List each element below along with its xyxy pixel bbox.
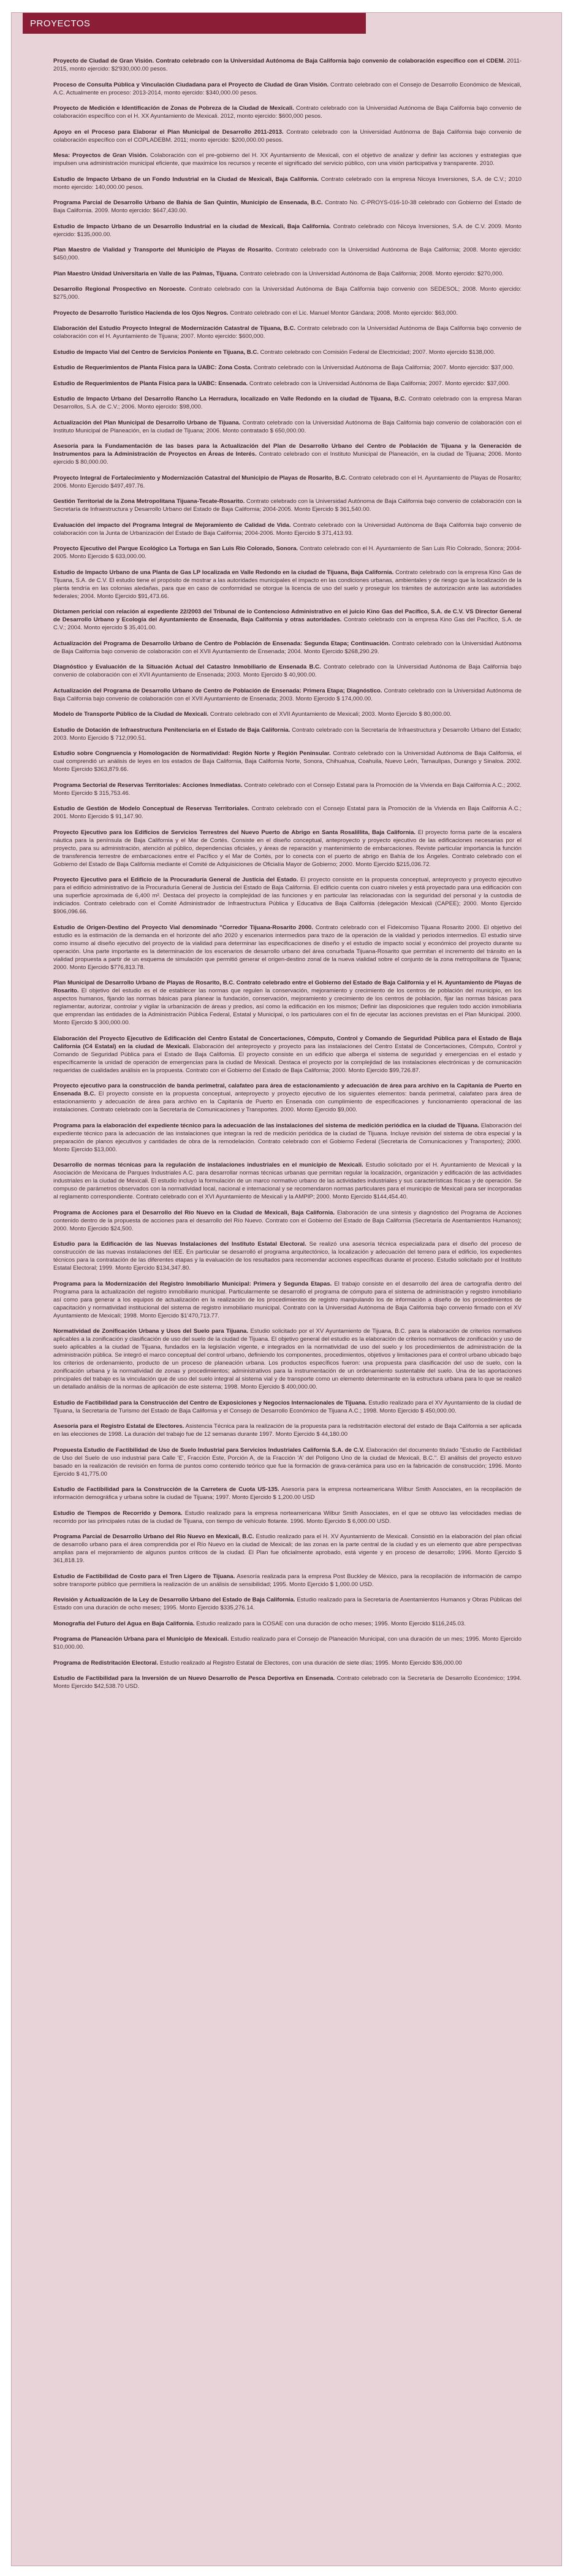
- project-entry: [53, 1596, 522, 1612]
- project-description: Contrato celebrado con la Universidad Autónoma de Baja California bajo convenio de colaboración con el Instituto Municipal de Planeación, en la ciudad de Tijuana; 2006. Monto contratado $ 650,000.00.: [53, 419, 522, 434]
- project-description: Estudio solicitado por el XV Ayuntamiento de Tijuana, B.C. para la elaboración de criterios normativos aplicables a la zonificación y clasificación de uso del suelo de la ciudad de Tijuana. El objetivo general del estudio es la elaboración de criterios normativos de zonificación y uso de suelo aplicables a la ciudad de Tijuana, fundados en la legislación vigente, e integrados en la normatividad de uso del suelo y los procedimientos de administración de la administración pública. Se integró el marco conceptual del control urbano, definiendo los componentes, procedimientos, objetivos y limitaciones para el control urbano ubicado bajo los criterios de ordenamiento, producto de un proceso de planeación urbana. Los productos específicos fueron: una propuesta para clasificación del uso de suelo, con la zonificación urbana y la normatividad de zonas y procedimientos; administrativos para la instrumentación de un ordenamiento sustentable del suelo. Una de las aportaciones principales del trabajo es la vinculación que de uso del suelo integral al sistema vial y de transporte como un elemento determinante en la estructura urbana para lo que se realizó un detallado análisis de la normas de aplicación de este sistema; 1998. Monto Ejercido $ 400,000.00.: [53, 1328, 522, 1390]
- project-title: Programa Parcial de Desarrollo Urbano del Río Nuevo en Mexicali, B.C.: [53, 1533, 254, 1540]
- project-entry: [53, 246, 522, 262]
- project-title: Programa de Planeación Urbana para el Municipio de Mexicali.: [53, 1636, 229, 1643]
- project-description: Contrato celebrado con la Universidad Autónoma de Baja California bajo convenio de colaboración específico con el H. XX Ayuntamiento de Mexicali. 2012, monto ejercido: $600,000 pesos.: [53, 105, 522, 120]
- project-description: Contrato celebrado con la Universidad Autónoma de Baja California; 2007. Monto ejercido: $37,000.: [249, 380, 510, 387]
- project-description: 2011-2015, monto ejercido: $2'930,000.00 pesos.: [53, 58, 522, 72]
- project-title: Estudio de Dotación de Infraestructura Penitenciaria en el Estado de Baja California.: [53, 726, 290, 734]
- project-description: Contrato celebrado con el Instituto Municipal de Planeación, en la ciudad de Tijuana; 2006. Monto ejercido $ 80,000.00.: [53, 451, 522, 466]
- project-entry: [53, 781, 522, 797]
- project-description: Contrato celebrado con la empresa Kino Gas de Tijuana, S.A. de C.V. El estudio tiene el propósito de mostrar a las autoridades municipales el impacto en las condiciones urbanas, ambientales y de riesgo que la localización de la planta tendría en las colonias aledañas, para que en caso de conformidad se otorgue la licencia de uso del suelo y proseguir los trámites de autorización ante las autoridades federales; 2004. Monto Ejercido $91,473.66.: [53, 569, 522, 600]
- project-title: Proceso de Consulta Pública y Vinculación Ciudadana para el Proyecto de Ciudad de Gran Visión.: [53, 81, 329, 88]
- project-entry: [53, 1209, 522, 1233]
- project-entry: [53, 199, 522, 215]
- project-title: Desarrollo Regional Prospectivo en Noroeste.: [53, 286, 186, 293]
- project-title: Estudio para la Edificación de las Nuevas Instalaciones del Instituto Estatal Electoral.: [53, 1241, 306, 1248]
- project-description: Contrato celebrado con la Universidad Autónoma de Baja California; 2008. Monto ejercido: $270,000.: [240, 270, 504, 277]
- project-entry: [53, 805, 522, 821]
- project-description: Asesoría realizada para la empresa Post Buckley de México, para la recopilación de información de campo sobre transporte público que permitiera la realización de un análisis de sensibilidad; 1995. Monto Ejercido $ 1,000.00 USD.: [53, 1573, 522, 1588]
- project-title: Proyecto Ejecutivo del Parque Ecológico La Tortuga en San Luis Río Colorado, Sonora.: [53, 545, 298, 552]
- project-description: Contrato celebrado con la Universidad Autónoma de Baja California bajo convenio de colaboración con el XVII Ayuntamiento de Ensenada; 2003. Monto Ejercido $ 174,000.00.: [53, 687, 522, 702]
- project-description: Colaboración con el pre-gobierno del H. XX Ayuntamiento de Mexicali, con el objetivo de analizar y definir las acciones y estrategias que impulsen una administración municipal eficiente, que maximice los recursos y recente el significado del servicio público, con una visión participativa y transparente. 2010.: [53, 152, 522, 167]
- project-entry: [53, 348, 522, 356]
- section-header: [23, 13, 366, 34]
- project-title: Proyecto de Medición e Identificación de Zonas de Pobreza de la Ciudad de Mexicali.: [53, 105, 294, 112]
- project-title: Asesoría para el Registro Estatal de Electores.: [53, 1423, 184, 1430]
- project-title: Plan Maestro de Vialidad y Transporte del Municipio de Playas de Rosarito.: [53, 247, 273, 253]
- project-entry: [53, 270, 522, 278]
- project-title: Dictamen pericial con relación al expediente 22/2003 del Tribunal de lo Contencioso Administrativo en el juicio Kino Gas del Pacífico, S.A. de C.V. VS Director General de Desarrollo Urbano y Ecología del Ayuntamiento de Ensenada, Baja California y otras autoridades.: [53, 608, 522, 623]
- project-description: Contrato celebrado con la Universidad Autónoma de Baja California, el cual comprendió un análisis de leyes en los estados de Baja California, Baja California Norte, Sonora, Chihuahua, Coahuila, Nuevo León, Tamaulipas, Durango y Sinaloa. 2002. Monto Ejercido $363,879.66.: [53, 750, 522, 773]
- project-entry: [53, 1446, 522, 1478]
- project-title: Programa de Redistritación Electoral.: [53, 1659, 159, 1666]
- project-title: Asesoría para la Fundamentación de las bases para la Actualización del Plan de Desarrollo Urbano del Centro de Población de Tijuana y la Generación de Instrumentos para la Administración de Proyectos en Áreas de Interés.: [53, 443, 522, 458]
- project-entry: [53, 710, 522, 718]
- project-entry: [53, 1635, 522, 1651]
- project-entry: [53, 175, 522, 191]
- document-page: [11, 12, 562, 2566]
- project-title: Revisión y Actualización de la Ley de Desarrollo Urbano del Estado de Baja California.: [53, 1597, 295, 1603]
- project-entry: [53, 57, 522, 73]
- project-title: Programa de Acciones para el Desarrollo del Río Nuevo en la Ciudad de Mexicali, Baja California.: [53, 1209, 335, 1216]
- project-description: Contrato celebrado con el H. Ayuntamiento de Playas de Rosarito; 2006. Monto Ejercido $497,497.76.: [53, 474, 522, 489]
- project-title: Estudio de Impacto Urbano de un Desarrollo Industrial en la ciudad de Mexicali, Baja California.: [53, 223, 331, 230]
- project-title: Estudio de Requerimientos de Planta Física para la UABC: Zona Costa.: [53, 364, 252, 371]
- project-description: Contrato celebrado con Nicoya Inversiones, S.A. de C.V. 2009. Monto ejercido: $135,000.00.: [53, 223, 522, 238]
- project-entry: [53, 81, 522, 97]
- project-description: Contrato celebrado con la Secretaría de Infraestructura y Desarrollo Urbano del Estado; 2003. Monto Ejercido $ 712,090.51.: [53, 726, 522, 742]
- project-entry: [53, 309, 522, 317]
- project-entry: [53, 608, 522, 632]
- project-description: Contrato No. C-PROYS-016-10-38 celebrado con Gobierno del Estado de Baja California. 2009. Monto ejercido: $647,430.00.: [53, 199, 522, 214]
- project-description: Contrato celebrado con la Universidad Autónoma de Baja California bajo convenio de colaboración con la Junta de Urbanización del Estado de Baja California; 2004-2006. Monto Ejercido $ 371,413.93.: [53, 521, 522, 537]
- project-title: Estudio de Factibilidad de Costo para el Tren Ligero de Tijuana.: [53, 1573, 235, 1580]
- project-entry: [53, 663, 522, 679]
- project-entry: [53, 285, 522, 301]
- project-title: Estudio de Requerimientos de Planta Física para la UABC: Ensenada.: [53, 380, 248, 387]
- project-description: Contrato celebrado con el H. Ayuntamiento de San Luis Río Colorado, Sonora; 2004-2005. Monto Ejercido $ 633,000.00.: [53, 545, 522, 560]
- project-entry: [53, 419, 522, 435]
- project-entry: [53, 1035, 522, 1075]
- project-entry: [53, 223, 522, 239]
- project-description: Contrato celebrado con Comisión Federal de Electricidad; 2007. Monto ejercido $138,000.: [260, 348, 496, 356]
- project-entry: [53, 1485, 522, 1501]
- project-title: Estudio de Impacto Urbano de una Planta de Gas LP localizada en Valle Redondo en la ciudad de Tijuana, Baja California.: [53, 569, 394, 576]
- project-entry: [53, 687, 522, 703]
- project-title: Estudio de Impacto Vial del Centro de Servicios Poniente en Tijuana, B.C.: [53, 348, 259, 356]
- project-title: Apoyo en el Proceso para Elaborar el Plan Municipal de Desarrollo 2011-2013.: [53, 128, 284, 136]
- project-entry: [53, 324, 522, 340]
- project-title: Proyecto Integral de Fortalecimiento y Modernización Catastral del Municipio de Playas de Rosarito, B.C.: [53, 474, 347, 481]
- project-title: Plan Municipal de Desarrollo Urbano de Playas de Rosarito, B.C. Contrato celebrado entre el Gobierno del Estado de Baja California y el H. Ayuntamiento de Playas de Rosarito.: [53, 979, 522, 994]
- project-entry: [53, 1082, 522, 1114]
- project-entry: [53, 726, 522, 742]
- project-description: Se realizó una asesoría técnica especializada para el diseño del proceso de construcción de las nuevas instalaciones del IEE. En particular se desarrolló el programa arquitectónico, la localización y adecuación del terreno para el edificio, los expedientes técnicos para la contratación de las diferentes etapas y la evaluación de los resultados para recomendar acciones específicas durante el proceso. Estudio solicitado por el Instituto Estatal Electoral; 1999. Monto Ejercido $134,347.80.: [53, 1241, 522, 1271]
- project-entry: [53, 1422, 522, 1438]
- project-description: El proyecto consiste en la propuesta conceptual, anteproyecto y proyecto ejecutivo para el edificio administrativo de la Procuraduría General de Justicia del Estado de Baja California. El edificio cuenta con cuatro niveles y está proyectado para una edificación con una superficie aproximada de 6,400 m². Destaca del proyecto la complejidad de las funciones y en particular las relacionadas con la seguridad del personal y la custodia de indiciados. Contrato celebrado con el Comité Administrador de Infraestructura Pública y Educativa de Baja California (delegación Mexicali (CAPEE); 2000. Monto Ejercido $906,096.66.: [53, 876, 522, 915]
- project-title: Estudio de Factibilidad para la Construcción de la Carretera de Cuota US-135.: [53, 1486, 279, 1493]
- project-entry: [53, 569, 522, 600]
- project-description: El proyecto forma parte de la escalera náutica para la península de Baja California y el Mar de Cortés. Consiste en el diseño conceptual, anteproyecto y proyecto ejecutivo de las edificaciones necesarias por el proyecto, para su administración, atención al público, dependencias oficiales, y áreas de reparación y mantenimiento de embarcaciones. Reviste particular importancia la función de transferencia terrestre de embarcaciones entre el Pacífico y el Mar de Cortés, por lo conecta con el puerto de abrigo en Bahía de los Ángeles. Contrato celebrado con el Gobierno del Estado de Baja California mediante el Comité de Adquisiciones de Oficialía Mayor de Gobierno; 2000. Monto Ejercido $215,036.72.: [53, 829, 522, 868]
- project-entry: [53, 128, 522, 144]
- project-entry: [53, 521, 522, 537]
- project-title: Proyecto ejecutivo para la construcción de banda perimetral, calafateo para área de estacionamiento y adecuación de área para archivo en la Capitanía de Puerto en Ensenada B.C.: [53, 1083, 522, 1097]
- project-description: Contrato celebrado con la Universidad Autónoma de Baja California; 2008. Monto ejercido: $450,000.: [53, 247, 522, 261]
- project-description: Contrato celebrado con la Universidad Autónoma de Baja California bajo convenio de colaboración con el XVII Ayuntamiento de Ensenada; 2004. Monto Ejercido $268,290.29.: [53, 640, 522, 655]
- project-description: Asesoría para la empresa norteamericana Wilbur Smith Associates, en la recopilación de información demográfica y urbana sobre la ciudad de Tijuana; 1997. Monto Ejercido $ 1,200.00 USD: [53, 1486, 522, 1501]
- project-description: El objetivo del estudio es el de establecer las normas que regulen la conservación, mejoramiento y crecimiento de los centros de población del municipio, en los aspectos humanos, fijando las normas básicas para planear la fundación, conservación, mejoramiento y crecimiento de los centros de población, fijar las normas básicas para reglamentar, autorizar, controlar y vigilar la urbanización de áreas y predios, así como la edificación en los mismos; Definir las disposiciones que regulen todo acción inmobiliaria que emprendan las entidades de la Administración Pública Federal, Estatal y Municipal, o los particulares con el fin de ejecutar las acciones previstas en el Plan Municipal. 2000. Monto Ejercido $ 300,000.00.: [53, 987, 522, 1026]
- project-description: Estudio realizado para el XV Ayuntamiento de la ciudad de Tijuana, la Secretaría de Turismo del Estado de Baja California y el Consejo de Desarrollo Económico de Tijuana A.C.; 1998. Monto Ejercido $ 450,000.00.: [53, 1399, 522, 1414]
- project-description: Contrato celebrado con la Universidad Autónoma de Baja California bajo convenio de colaboración con el XVII Ayuntamiento de Ensenada; 2003. Monto Ejercido $ 40,900.00.: [53, 664, 522, 678]
- project-description: Contrato celebrado con la Secretaría de Desarrollo Económico; 1994. Monto Ejercido $42,538.70 USD.: [53, 1675, 522, 1690]
- project-entry: [53, 1573, 522, 1589]
- project-entry: [53, 1674, 522, 1690]
- section-title: PROYECTOS: [30, 18, 91, 29]
- project-description: Estudio realizado para la Secretaría de Asentamientos Humanos y Obras Públicas del Estado con una duración de ocho meses; 1995. Monto Ejercido $335,276.14.: [53, 1597, 522, 1611]
- project-description: Elaboración de una síntesis y diagnóstico del Programa de Acciones contenido dentro de la propuesta de acciones para el desarrollo del Río Nuevo. Contrato con el Gobierno del Estado de Baja California (Secretaría de Asentamientos Humanos); 2000. Monto Ejercido $24,500.: [53, 1209, 522, 1232]
- project-entry: [53, 395, 522, 411]
- project-title: Elaboración del Estudio Proyecto Integral de Modernización Catastral de Tijuana, B.C.: [53, 325, 296, 332]
- project-entry: [53, 640, 522, 656]
- project-entry: [53, 979, 522, 1027]
- project-title: Monografía del Futuro del Agua en Baja California.: [53, 1620, 195, 1627]
- project-description: Contrato celebrado con el Lic. Manuel Montor Gándara; 2008. Monto ejercido: $63,000.: [230, 309, 458, 316]
- project-list: [53, 57, 522, 1698]
- project-description: El trabajo consiste en el desarrollo del área de cartografía dentro del Programa para la actualización del registro inmobiliario municipal. Particularmente se desarrolló el programa de cómputo para el sistema de administración y registro inmobiliario así como para generar a los equipos de actualización en la realización de los procedimientos de registro manipulando los de información a diseño de los procedimientos de capacitación y normatividad institucional del sistema de registro inmobiliario municipal. Contrato con la Universidad Autónoma de Baja California bajo convenio firmado con el XV Ayuntamiento de Mexicali; 1998. Monto Ejercido $1'470,713.77.: [53, 1280, 522, 1319]
- project-description: Elaboración del expediente técnico para la adecuación de las instalaciones que integran la red de medición periódica de la ciudad de Tijuana. Incluye revisión del sistema de obra especial y la preparación de planos ejecutivos y cantidades de obra de la remodelación. Contrato celebrado con el Gobierno Federal (Secretaría de Comunicaciones y Transportes); 2000. Monto Ejercido $13,000.: [53, 1122, 522, 1153]
- project-entry: [53, 380, 522, 388]
- project-description: Contrato celebrado con la empresa Maran Desarrollos, S.A. de C.V.; 2006. Monto ejercido: $98,000.: [53, 396, 522, 410]
- project-title: Desarrollo de normas técnicas para la regulación de instalaciones industriales en el municipio de Mexicali.: [53, 1162, 363, 1168]
- project-entry: [53, 1122, 522, 1154]
- project-title: Programa para la Modernización del Registro Inmobiliario Municipal: Primera y Segunda Etapas.: [53, 1280, 332, 1287]
- project-title: Gestión Territorial de la Zona Metropolitana Tijuana-Tecate-Rosarito.: [53, 498, 245, 505]
- project-description: Contrato celebrado con la Universidad Autónoma de Baja California bajo convenio de colaboración con el H. Ayuntamiento de Tijuana; 2007. Monto ejercido: $600,000.: [53, 325, 522, 340]
- project-title: Evaluación del impacto del Programa Integral de Mejoramiento de Calidad de Vida.: [53, 521, 291, 529]
- project-description: Contrato celebrado con el Consejo Estatal para la Promoción de la Vivienda en Baja California A.C.; 2002. Monto Ejercido $ 315,753.46.: [53, 781, 522, 797]
- project-description: Estudio realizado para el H. XV Ayuntamiento de Mexicali. Consistió en la elaboración del plan oficial de desarrollo urbano para el área comprendida por el Río Nuevo en la ciudad de Mexicali; de las zonas en la parte central de la ciudad y es un elemento que abre perspectivas amplias para el mejoramiento de algunos puntos críticos de la ciudad. El Plan fue oficialmente aprobado, está vigente y en proceso de desarrollo; 1996. Monto Ejercido $ 361,818.19.: [53, 1533, 522, 1564]
- project-entry: [53, 1509, 522, 1525]
- project-entry: [53, 1533, 522, 1565]
- project-entry: [53, 1620, 522, 1628]
- project-description: Contrato celebrado con la Universidad Autónoma de Baja California bajo convenio de colaboración específico con el COPLADEBM. 2011; monto ejercido: $200,000.00 pesos.: [53, 128, 522, 144]
- project-title: Modelo de Transporte Público de la Ciudad de Mexicali.: [53, 711, 209, 718]
- project-title: Proyecto Ejecutivo para los Edificios de Servicios Terrestres del Nuevo Puerto de Abrigo en Santa Rosalillita, Baja California.: [53, 829, 416, 836]
- project-entry: [53, 1280, 522, 1320]
- project-entry: [53, 1327, 522, 1391]
- project-entry: [53, 749, 522, 773]
- project-description: Asistencia Técnica para la realización de la propuesta para la redistritación electoral del estado de Baja California a ser aplicada en las elecciones de 1998. La duración del trabajo fue de 12 semanas durante 1997. Monto Ejercido $ 44,180.00: [53, 1423, 522, 1438]
- project-title: Proyecto Ejecutivo para el Edificio de la Procuraduría General de Justicia del Estado.: [53, 876, 298, 883]
- project-entry: [53, 364, 522, 372]
- project-entry: [53, 924, 522, 972]
- project-title: Actualización del Programa de Desarrollo Urbano de Centro de Población de Ensenada: Primera Etapa; Diagnóstico.: [53, 687, 382, 694]
- project-entry: [53, 1659, 522, 1667]
- project-title: Diagnóstico y Evaluación de la Situación Actual del Catastro Inmobiliario de Ensenada B.C.: [53, 664, 321, 670]
- project-title: Normatividad de Zonificación Urbana y Usos del Suelo para Tijuana.: [53, 1328, 249, 1335]
- project-description: Contrato celebrado con el Fideicomiso Tijuana Rosarito 2000. El objetivo del estudio es la estimación de la demanda en el horizonte del año 2020 y escenarios intermedios para trazo de la operación de la vialidad y periodos intermedios. El estudio sirve como insumo al diseño ejecutivo del proyecto de la vialidad para determinar las especificaciones de diseño y el estudio de impacto social y económico del proyecto durante su operación. Una parte importante es la determinación de los escenarios de desarrollo urbano del área conurbada Tijuana-Rosarito que permitan el incremento del tránsito en la vialidad propuesta a partir de un esquema de simulación que permitió generar el origen-destino zonal de la nueva vialidad sobre el conjunto de la zona metropolitana de Tijuana; 2000. Monto Ejercido $776,813.78.: [53, 924, 522, 971]
- project-description: Contrato celebrado con la Universidad Autónoma de Baja California bajo convenio con SEDESOL; 2008. Monto ejercido: $275,000.: [53, 286, 522, 301]
- project-entry: [53, 474, 522, 490]
- project-entry: [53, 497, 522, 513]
- project-description: Estudio realizado para el Consejo de Planeación Municipal, con una duración de un mes; 1995. Monto Ejercido $10,000.00.: [53, 1636, 522, 1650]
- project-entry: [53, 545, 522, 561]
- project-entry: [53, 1240, 522, 1272]
- project-description: Contrato celebrado con la Universidad Autónoma de Baja California bajo convenio de colaboración con la Secretaría de Infraestructura y Desarrollo Urbano del Estado de Baja California; 2004-2005. Monto Ejercido $ 361,540.00.: [53, 498, 522, 513]
- project-description: Contrato celebrado con el Consejo de Desarrollo Económico de Mexicali, A.C. Actualmente en proceso: 2013-2014, monto ejercido: $340,000.00 pesos.: [53, 81, 522, 96]
- project-entry: [53, 829, 522, 868]
- project-title: Estudio de Tiempos de Recorrido y Demora.: [53, 1509, 183, 1517]
- project-description: Contrato celebrado con el Consejo Estatal para la Promoción de la Vivienda en Baja California A.C.; 2001. Monto Ejercido $ 91,147.90.: [53, 805, 522, 820]
- project-entry: [53, 104, 522, 120]
- project-title: Actualización del Plan Municipal de Desarrollo Urbano de Tijuana.: [53, 419, 241, 426]
- project-title: Estudio de Impacto Urbano del Desarrollo Rancho La Herradura, localizado en Valle Redondo en la ciudad de Tijuana, B.C.: [53, 396, 406, 402]
- project-description: Contrato celebrado con el XVII Ayuntamiento de Mexicali; 2003. Monto Ejercido $ 80,000.00.: [210, 711, 452, 718]
- project-title: Programa Sectorial de Reservas Territoriales: Acciones Inmediatas.: [53, 781, 243, 789]
- project-description: Estudio realizado al Registro Estatal de Electores, con una duración de siete días; 1995. Monto Ejercido $36,000.00: [159, 1659, 462, 1666]
- project-entry: [53, 1399, 522, 1415]
- project-description: Elaboración del anteproyecto y proyecto para las instalaciones del Centro Estatal de Concertaciones, Cómputo, Control y Comando de Seguridad Pública para el Estado de Baja California. El proyecto consiste en un edificio que alberga el sistema de seguridad y emergencias en el estado y específicamente la unidad de operación de emergencias para la ciudad de Mexicali. Destaca el proyecto por la complejidad de las instalaciones electrónicas y de comunicación requeridas de cualidades análisis en la propuesta. Contrato con el Gobierno del Estado de Baja California; 2000. Monto Ejercido $99,726.87.: [53, 1043, 522, 1074]
- project-title: Estudio sobre Congruencia y Homologación de Normatividad: Región Norte y Región Peninsular.: [53, 750, 331, 757]
- project-entry: [53, 151, 522, 167]
- project-description: Estudio realizado para la COSAE con una duración de ocho meses; 1995. Monto Ejercido $116,245.03.: [196, 1620, 466, 1627]
- project-title: Propuesta Estudio de Factibilidad de Uso de Suelo Industrial para Servicios Industriales California S.A. de C.V.: [53, 1446, 365, 1454]
- project-title: Estudio de Factibilidad para la Construcción del Centro de Exposiciones y Negocios Internacionales de Tijuana.: [53, 1399, 367, 1406]
- project-title: Estudio de Origen-Destino del Proyecto Vial denominado "Corredor Tijuana-Rosarito 2000.: [53, 924, 313, 931]
- project-title: Programa Parcial de Desarrollo Urbano de Bahía de San Quintín, Municipio de Ensenada, B.C.: [53, 199, 323, 206]
- project-description: Estudio realizado para la empresa norteamericana Wilbur Smith Associates, en el que se obtuvo las velocidades medias de recorrido por las principales rutas de la ciudad de Tijuana, con tiempo de vehículo flotante. 1996. Monto Ejercido $ 6,000.00 USD.: [53, 1509, 522, 1525]
- project-title: Proyecto de Desarrollo Turístico Hacienda de los Ojos Negros.: [53, 309, 229, 316]
- project-entry: [53, 442, 522, 466]
- project-description: El proyecto consiste en la propuesta conceptual, anteproyecto y proyecto ejecutivo de los siguientes elementos: banda perimetral, calafateo para área de estacionamiento y adecuación de área para archivo en la Capitanía de Puerto en Ensenada con cumplimiento de especificaciones y funcionamiento operacional de las instalaciones. Contrato celebrado con la Secretaría de Comunicaciones y Transportes. 2000. Monto Ejercido $9,000.: [53, 1091, 522, 1113]
- project-title: Mesa: Proyectos de Gran Visión.: [53, 152, 148, 159]
- project-title: Actualización del Programa de Desarrollo Urbano de Centro de Población de Ensenada: Segunda Etapa; Continuación.: [53, 640, 390, 647]
- project-description: Contrato celebrado con la empresa Kino Gas del Pacífico, S.A. de C.V.; 2004. Monto ejercido $ 35,401.00.: [53, 616, 522, 631]
- project-title: Estudio de Factibilidad para la Inversión de un Nuevo Desarrollo de Pesca Deportiva en Ensenada.: [53, 1675, 335, 1682]
- project-entry: [53, 1161, 522, 1201]
- project-title: Programa para la elaboración del expediente técnico para la adecuación de las instalaciones del sistema de medición periódica en la ciudad de Tijuana.: [53, 1122, 479, 1129]
- project-title: Proyecto de Ciudad de Gran Visión. Contrato celebrado con la Universidad Autónoma de Baja California bajo convenio de colaboración específico con el CDEM.: [53, 58, 506, 64]
- project-title: Plan Maestro Unidad Universitaria en Valle de las Palmas, Tijuana.: [53, 270, 238, 277]
- project-description: Contrato celebrado con la empresa Nicoya Inversiones, S.A. de C.V.; 2010 monto ejercido: 140,000.00 pesos.: [53, 175, 522, 191]
- project-description: Elaboración del documento titulado "Estudio de Factibilidad de Uso del Suelo de uso industrial para Calle 'E', Fracción Este, Porción A, de la Fracción 'A' del Polígono Uno de la ciudad de Mexicali, B.C.". El análisis del proyecto estuvo basado en la realización de revisión en forma de puntos como contenido teórico que fue la formación de grava-cerámica para uso en la fabricación de construcción; 1996. Monto Ejercido $ 41,775.00: [53, 1446, 522, 1478]
- project-description: Estudio solicitado por el H. Ayuntamiento de Mexicali y la Asociación de Mexicana de Parques Industriales A.C. para desarrollar normas técnicas urbanas que permitan regular la localización, organización y edificación de las actividades industriales en la ciudad de Mexicali. El estudio incluyó la formulación de un marco normativo urbano de las actividades industriales y sus características físicas y de operación. Se compuso de parámetros observados con la normatividad local, nacional e internacional y se recomendaron normas particulares para el municipio de Mexicali para ser incorporadas al reglamento correspondiente. Contrato celebrado con el XVI Ayuntamiento de Mexicali y la AMPIP; 2000. Monto Ejercido $144,454.40.: [53, 1162, 522, 1200]
- project-title: Elaboración del Proyecto Ejecutivo de Edificación del Centro Estatal de Concertaciones, Cómputo, Control y Comando de Seguridad Pública para el Estado de Baja California (C4 Estatal) en la ciudad de Mexicali.: [53, 1035, 522, 1050]
- project-description: Contrato celebrado con la Universidad Autónoma de Baja California; 2007. Monto ejercido: $37,000.: [253, 364, 514, 371]
- project-title: Estudio de Impacto Urbano de un Fondo Industrial en la Ciudad de Mexicali, Baja California.: [53, 175, 319, 183]
- project-title: Estudio de Gestión de Modelo Conceptual de Reservas Territoriales.: [53, 805, 249, 812]
- project-entry: [53, 876, 522, 916]
